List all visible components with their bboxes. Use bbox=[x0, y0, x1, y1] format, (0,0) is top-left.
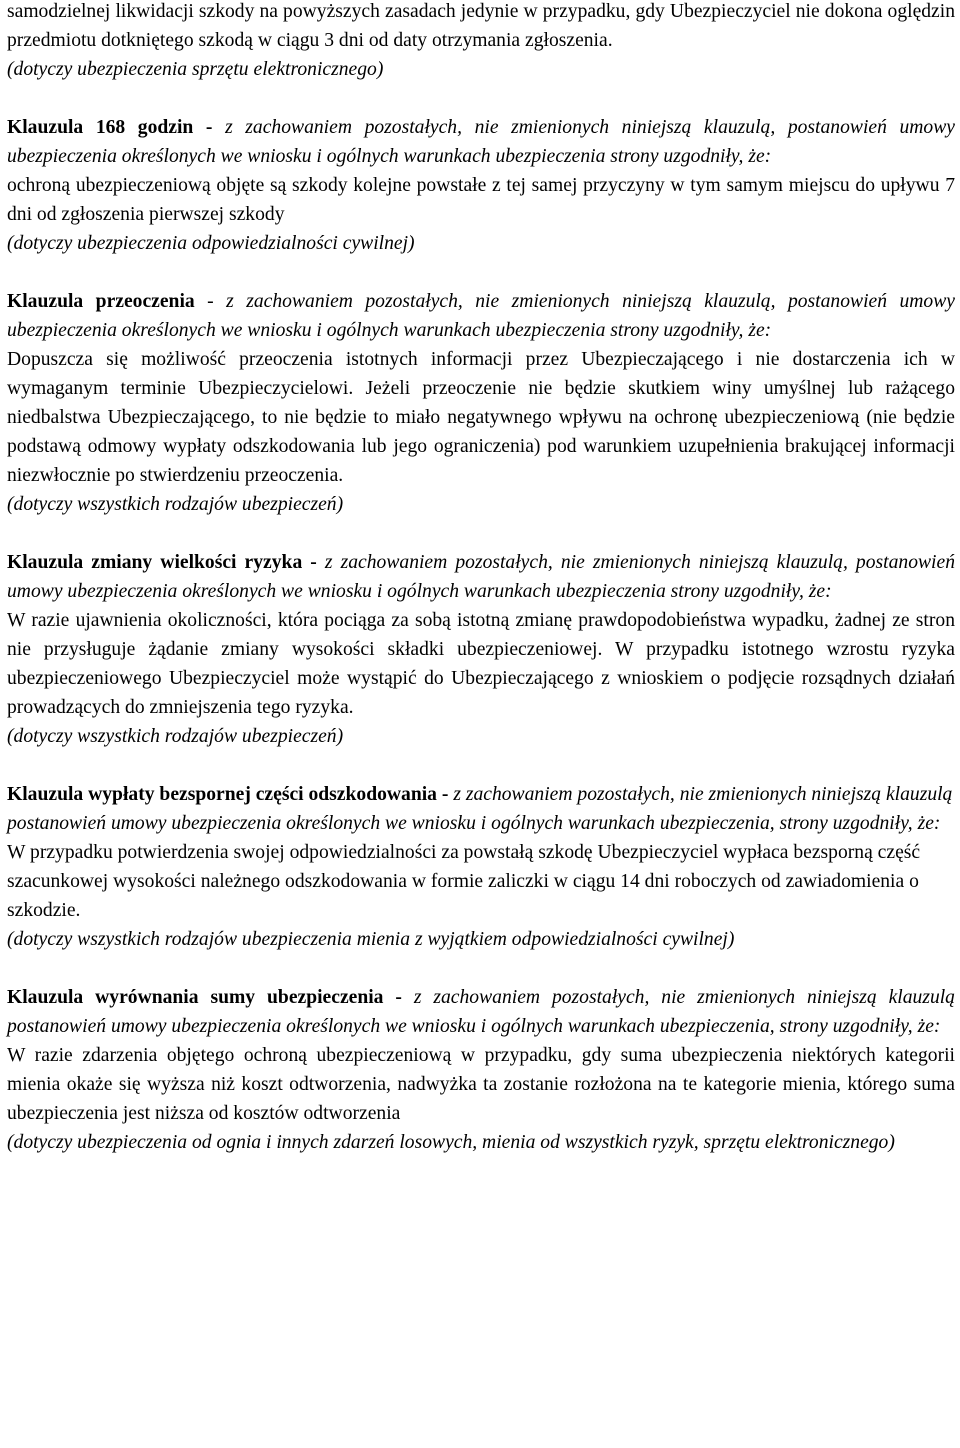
clause-heading bbox=[7, 548, 955, 606]
clause-heading bbox=[7, 780, 955, 838]
clause-body: W razie ujawnienia okoliczności, która pociąga za sobą istotną zmianę prawdopodobieństwa wypadku, żadnej ze stron nie przysługuje żądanie zmiany wysokości składki ubezpieczeniowej. W przypadku istotnego wzrostu ryzyka ubezpieczeniowego Ubezpieczyciel może wystąpić do Ubezpieczającego z wnioskiem o podjęcie rozsądnych działań prowadzących do zmniejszenia tego ryzyka. bbox=[7, 610, 955, 718]
clause-body: W przypadku potwierdzenia swojej odpowiedzialności za powstałą szkodę Ubezpieczyciel wypłaca bezsporną część szacunkowej wysokości należnego odszkodowania w formie zaliczki w ciągu 14 dni roboczych od zawiadomienia o szkodzie. bbox=[7, 842, 921, 921]
opening-paragraph: samodzielnej likwidacji szkody na powyższych zasadach jedynie w przypadku, gdy Ubezpieczyciel nie dokona oględzin przedmiotu dotkniętego szkodą w ciągu 3 dni od daty otrzymania zgłoszenia. bbox=[7, 1, 955, 51]
opening-scope-note: (dotyczy ubezpieczenia sprzętu elektronicznego) bbox=[7, 59, 384, 80]
clause-heading bbox=[7, 983, 955, 1041]
document-page bbox=[7, 0, 955, 1157]
clause-scope-note: (dotyczy wszystkich rodzajów ubezpieczeń) bbox=[7, 726, 344, 747]
clause-scope-note: (dotyczy wszystkich rodzajów ubezpieczeń) bbox=[7, 494, 344, 515]
clause-intro: z zachowaniem pozostałych, nie zmienionych niniejszą klauzulą postanowień umowy ubezpieczenia określonych we wniosku i ogólnych warunkach ubezpieczenia, strony uzgodniły, że: bbox=[7, 784, 953, 834]
clause-oversight bbox=[7, 287, 955, 519]
clause-scope-note: (dotyczy ubezpieczenia odpowiedzialności cywilnej) bbox=[7, 233, 415, 254]
clause-title: Klauzula wyrównania sumy ubezpieczenia - bbox=[7, 987, 402, 1008]
clause-scope-note: (dotyczy ubezpieczenia od ognia i innych zdarzeń losowych, mienia od wszystkich ryzyk, sprzętu elektronicznego) bbox=[7, 1132, 895, 1153]
clause-body: Dopuszcza się możliwość przeoczenia istotnych informacji przez Ubezpieczającego i nie dostarczenia ich w wymaganym terminie Ubezpieczycielowi. Jeżeli przeoczenie nie będzie skutkiem winy umyślnej lub rażącego niedbalstwa Ubezpieczającego, to nie będzie to miało negatywnego wpływu na ochronę ubezpieczeniową (nie będzie podstawą odmowy wypłaty odszkodowania lub jego ograniczenia) pod warunkiem uzupełnienia brakującej informacji niezwłocznie po stwierdzeniu przeoczenia. bbox=[7, 349, 955, 486]
clause-body: W razie zdarzenia objętego ochroną ubezpieczeniową w przypadku, gdy suma ubezpieczenia niektórych kategorii mienia okaże się wyższa niż koszt odtworzenia, nadwyżka ta zostanie rozłożona na te kategorie mienia, którego suma ubezpieczenia jest niższa od kosztów odtworzenia bbox=[7, 1045, 955, 1124]
spacer bbox=[7, 519, 955, 548]
clause-title: Klauzula 168 godzin - bbox=[7, 117, 213, 138]
clause-body: ochroną ubezpieczeniową objęte są szkody kolejne powstałe z tej samej przyczyny w tym samym miejscu do upływu 7 dni od zgłoszenia pierwszej szkody bbox=[7, 175, 955, 225]
spacer bbox=[7, 258, 955, 287]
clause-title: Klauzula przeoczenia bbox=[7, 291, 195, 312]
clause-heading bbox=[7, 287, 955, 345]
clause-intro: z zachowaniem pozostałych, nie zmienionych niniejszą klauzulą postanowień umowy ubezpieczenia określonych we wniosku i ogólnych warunkach ubezpieczenia, strony uzgodniły, że: bbox=[7, 987, 955, 1037]
spacer bbox=[7, 751, 955, 780]
clause-title: Klauzula wypłaty bezspornej części odszkodowania - bbox=[7, 784, 449, 805]
clause-heading bbox=[7, 113, 955, 171]
clause-title: Klauzula zmiany wielkości ryzyka - bbox=[7, 552, 317, 573]
clause-intro: - z zachowaniem pozostałych, nie zmienionych niniejszą klauzulą, postanowień umowy ubezpieczenia określonych we wniosku i ogólnych warunkach ubezpieczenia strony uzgodniły, że: bbox=[7, 291, 955, 341]
clause-168-hours bbox=[7, 113, 955, 258]
clause-undisputed-payment bbox=[7, 780, 955, 954]
clause-risk-change bbox=[7, 548, 955, 751]
spacer bbox=[7, 954, 955, 983]
clause-scope-note: (dotyczy wszystkich rodzajów ubezpieczenia mienia z wyjątkiem odpowiedzialności cywilnej) bbox=[7, 929, 735, 950]
spacer bbox=[7, 84, 955, 113]
clause-intro: z zachowaniem pozostałych, nie zmienionych niniejszą klauzulą, postanowień umowy ubezpieczenia określonych we wniosku i ogólnych warunkach ubezpieczenia strony uzgodniły, że: bbox=[7, 552, 955, 602]
clause-sum-equalization bbox=[7, 983, 955, 1157]
clause-intro: z zachowaniem pozostałych, nie zmienionych niniejszą klauzulą, postanowień umowy ubezpieczenia określonych we wniosku i ogólnych warunkach ubezpieczenia strony uzgodniły, że: bbox=[7, 117, 955, 167]
